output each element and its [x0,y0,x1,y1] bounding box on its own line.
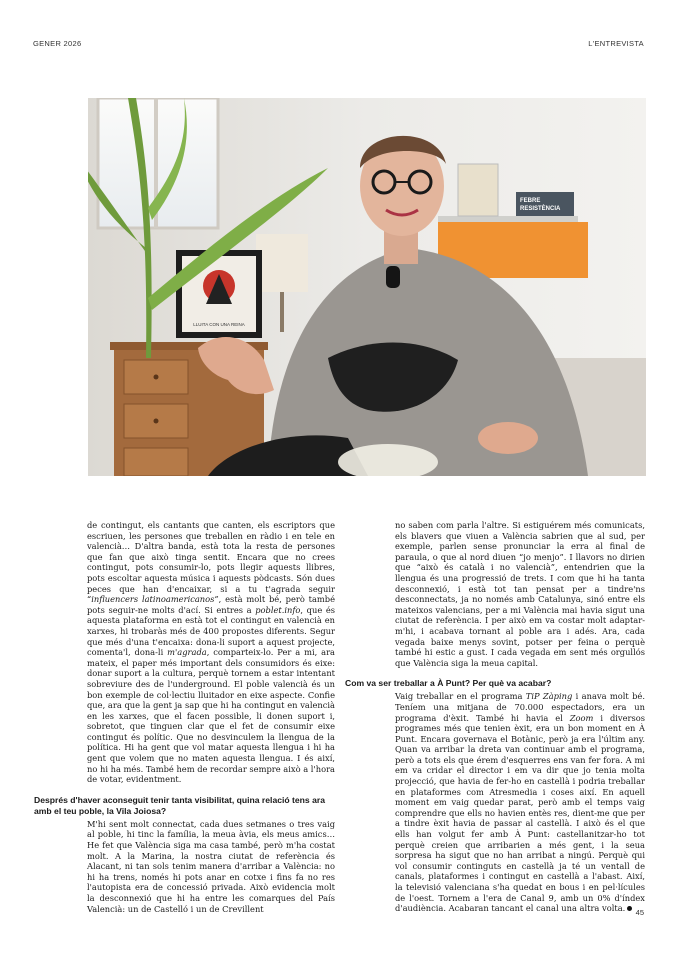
text-column-right [345,520,645,914]
interview-answer: Vaig treballar en el programa TiP Zàping i anava molt bé. Teníem una mitjana de 70.000 espectadors, era un programa d'èxit. També hi havia el Zoom i diversos programes més que tenien èxit, era un bon moment en À Punt. Encara governava el Botànic, però ja era l'últim any. Quan va arribar la dreta van continuar amb el programa, però a tots els que érem d'esquerres ens van fer fora. A mi em va cridar el director i em va dir que jo tenia molta projecció, que havia de fer-ho en castellà i podria treballar en plataformes com Atresmedia i coses així. En aquell moment em vaig quedar parat, però amb el temps vaig comprendre que ells no havien entès res, dient-me que per a tindre èxit havia de passar al castellà. I això és el que ells han volgut fer amb À Punt: castellanitzar-ho tot perquè creien que arribarien a més gent, i la seua sorpresa ha sigut que no han arribat a ningú. Perquè qui vol consumir continguts en castellà ja té un ventall de canals, plataformes i contingut en castellà a l'abast. Així, la televisió valenciana s'ha quedat en bous i en pel·lícules de l'oest. Tornem a l'era de Canal 9, amb un 0% d'índex d'audiència. Acabaran tancant el canal una altra volta. [395,691,645,914]
interview-question: Després d'haver aconseguit tenir tanta visibilitat, quina relació tens ara amb el teu poble, la Vila Joiosa? [34,794,325,816]
interview-photo [88,98,646,476]
lamp-shade [256,234,308,292]
running-header-section: L'ENTREVISTA [588,39,644,48]
end-mark-icon [627,906,632,911]
interview-answer: M'hi sent molt connectat, cada dues setmanes o tres vaig al poble, hi tinc la família, la meua àvia, els meus amics… He fet que València siga ma casa també, però m'ha costat molt. A la Marina, la nostra ciutat de referència és Alacant, ni tan sols tenim manera d'arribar a València: no hi ha trens, només hi pots anar en cotxe i fins fa no res l'autopista era de concessió privada. Això evidencia molt la desconnexió que hi ha entre les comarques del País Valencià: un de Castelló i un de Crevillent [87,818,335,914]
framed-poster [176,250,262,338]
poster-caption: LLUITA CON UNA REINA [193,322,245,327]
book-title-2: RESISTÈNCIA [520,206,561,212]
paragraph: no saben com parla l'altre. Si estiguérem més comunicats, els blavers que viuen a València sabrien que al sud, per exemple, parlen sense pronunciar la erra al final de paraula, o que al nord diuen “jo menjo”. I llavors no dirien que “això és català i no valencià”, entendrien que la llengua és una progressió de trets. I com que hi ha tanta desconnexió, i està tot tan pensat per a tindre'ns desconnectats, ja no només amb Catalunya, sinó entre els mateixos valencians, per a mi València mai havia sigut una ciutat de referència. I per això em va costar molt adaptar-m'hi, i acabava tornant al poble ara i adés. Ara, cada vegada baixe menys sovint, potser per feina o perquè també hi estic a gust. I cada vegada em sent més orgullós que València siga la meua capital. [395,520,645,668]
running-header-date: GENER 2026 [33,39,82,48]
paragraph: de contingut, els cantants que canten, els escriptors que escriuen, les persones que treballen en ràdio i en tele en valencià… D'altra banda, està tota la resta de persones que fan que això tinga sentit. Encara que no crees contingut, pots consumir-lo, pots llegir aquests llibres, pots escoltar aquesta música i aquests pòdcasts. Són dues peces que han d'encaixar, si a tu t'agrada seguir “influencers latinoamericanos”, està molt bé, però també pots seguir-ne molts d'ací. Si entres a poblet.info, que és aquesta plataforma en està tot el contingut en valencià en xarxes, hi trobaràs més de 400 propostes diferents. Segur que més d'una t'encaixa: dona-li suport a aquest projecte, comenta'l, dona-li m'agrada, comparteix-lo. Per a mi, ara mateix, el paper més important dels consumidors és eixe: donar suport a la cultura, perquè tornem a estar intentant sobreviure des de l'underground. El poble valencià és un bon exemple de col·lectiu lluitador en eixe aspecte. Confie que, ara que la gent ja sap que hi ha contingut en valencià en les xarxes, que el facen possible, li donen suport i, sobretot, que tinguen clar que el fet de consumir eixe contingut és polític. Que no desvinculem la llengua de la política. Hi ha gent que vol matar aquesta llengua i hi ha gent que volem que no maten aquesta llengua. I és així, no hi ha més. També hem de recordar sempre això a l'hora de votar, evidentment. [87,520,335,785]
lapel-microphone [386,266,400,288]
interview-question: Com va ser treballar a À Punt? Per què va acabar? [345,678,552,689]
book-title-1: FEBRE [520,198,541,204]
text-column-left [34,520,335,914]
page-number: 45 [635,908,644,917]
